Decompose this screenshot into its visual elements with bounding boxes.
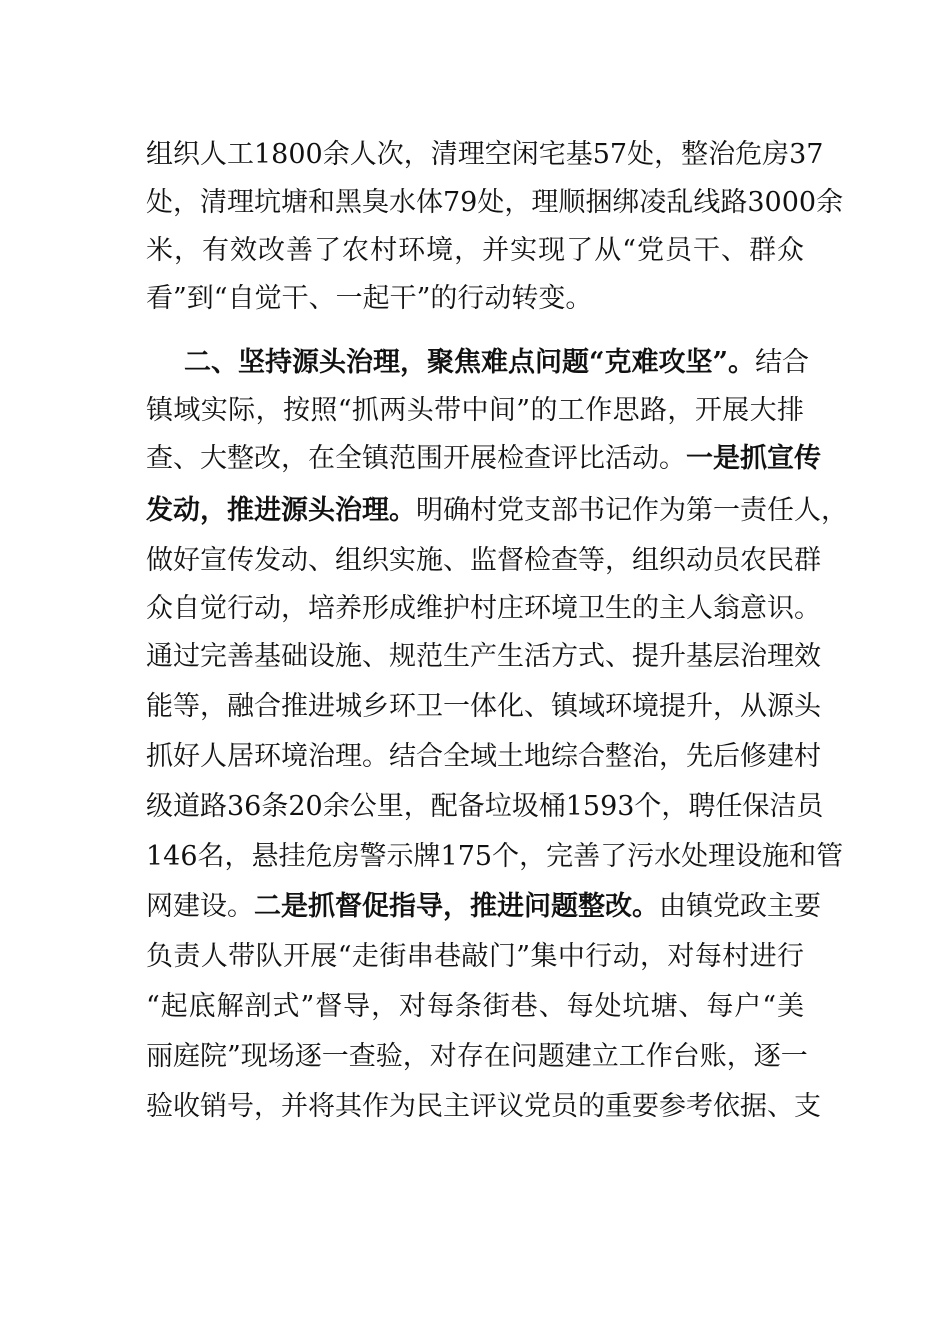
paragraph-text: 查、大整改，在全镇范围开展检查评比活动。 xyxy=(146,443,686,474)
paragraph-line: 146名，悬挂危房警示牌175个，完善了污水处理设施和管 xyxy=(146,841,844,872)
paragraph-line: 负责人带队开展“走街串巷敲门”集中行动，对每村进行 xyxy=(146,941,804,972)
paragraph-line: 做好宣传发动、组织实施、监督检查等，组织动员农民群 xyxy=(146,545,821,576)
paragraph-line: 镇域实际，按照“抓两头带中间”的工作思路，开展大排 xyxy=(146,395,804,426)
paragraph-line: 验收销号，并将其作为民主评议党员的重要参考依据、支 xyxy=(146,1091,821,1122)
paragraph-line: 丽庭院”现场逐一查验，对存在问题建立工作台账，逐一 xyxy=(146,1041,808,1072)
paragraph-line: 米，有效改善了农村环境，并实现了从“党员干、群众 xyxy=(146,235,804,266)
paragraph-text: 由镇党政主要 xyxy=(659,891,821,922)
paragraph-line xyxy=(146,887,821,927)
subheading-text: 一是抓宣传 xyxy=(686,443,821,474)
subheading-text: 发动，推进源头治理。 xyxy=(146,495,416,526)
paragraph-line: 组织人工1800余人次，清理空闲宅基57处，整治危房37 xyxy=(146,139,824,170)
paragraph-text: 结合 xyxy=(755,347,810,378)
paragraph-line xyxy=(146,439,821,479)
paragraph-line: 处，清理坑塘和黑臭水体79处，理顺捆绑凌乱线路3000余 xyxy=(146,187,844,218)
paragraph-line: 看”到“自觉干、一起干”的行动转变。 xyxy=(146,283,593,314)
section-heading: 二、坚持源头治理，聚焦难点问题“克难攻坚”。 xyxy=(184,347,756,378)
paragraph-line: 级道路36条20余公里，配备垃圾桶1593个，聘任保洁员 xyxy=(146,791,824,822)
paragraph-line xyxy=(146,491,848,531)
paragraph-line: 众自觉行动，培养形成维护村庄环境卫生的主人翁意识。 xyxy=(146,593,821,624)
paragraph-line: “起底解剖式”督导，对每条街巷、每处坑塘、每户“美 xyxy=(146,991,804,1022)
paragraph-text: 网建设。 xyxy=(146,891,254,922)
paragraph-line: 抓好人居环境治理。结合全域土地综合整治，先后修建村 xyxy=(146,741,821,772)
paragraph-text: 明确村党支部书记作为第一责任人， xyxy=(416,495,848,526)
paragraph-line: 通过完善基础设施、规范生产生活方式、提升基层治理效 xyxy=(146,641,821,672)
paragraph-line: 能等，融合推进城乡环卫一体化、镇域环境提升，从源头 xyxy=(146,691,821,722)
section-heading-line xyxy=(184,343,810,383)
subheading-text: 二是抓督促指导，推进问题整改。 xyxy=(254,891,659,922)
